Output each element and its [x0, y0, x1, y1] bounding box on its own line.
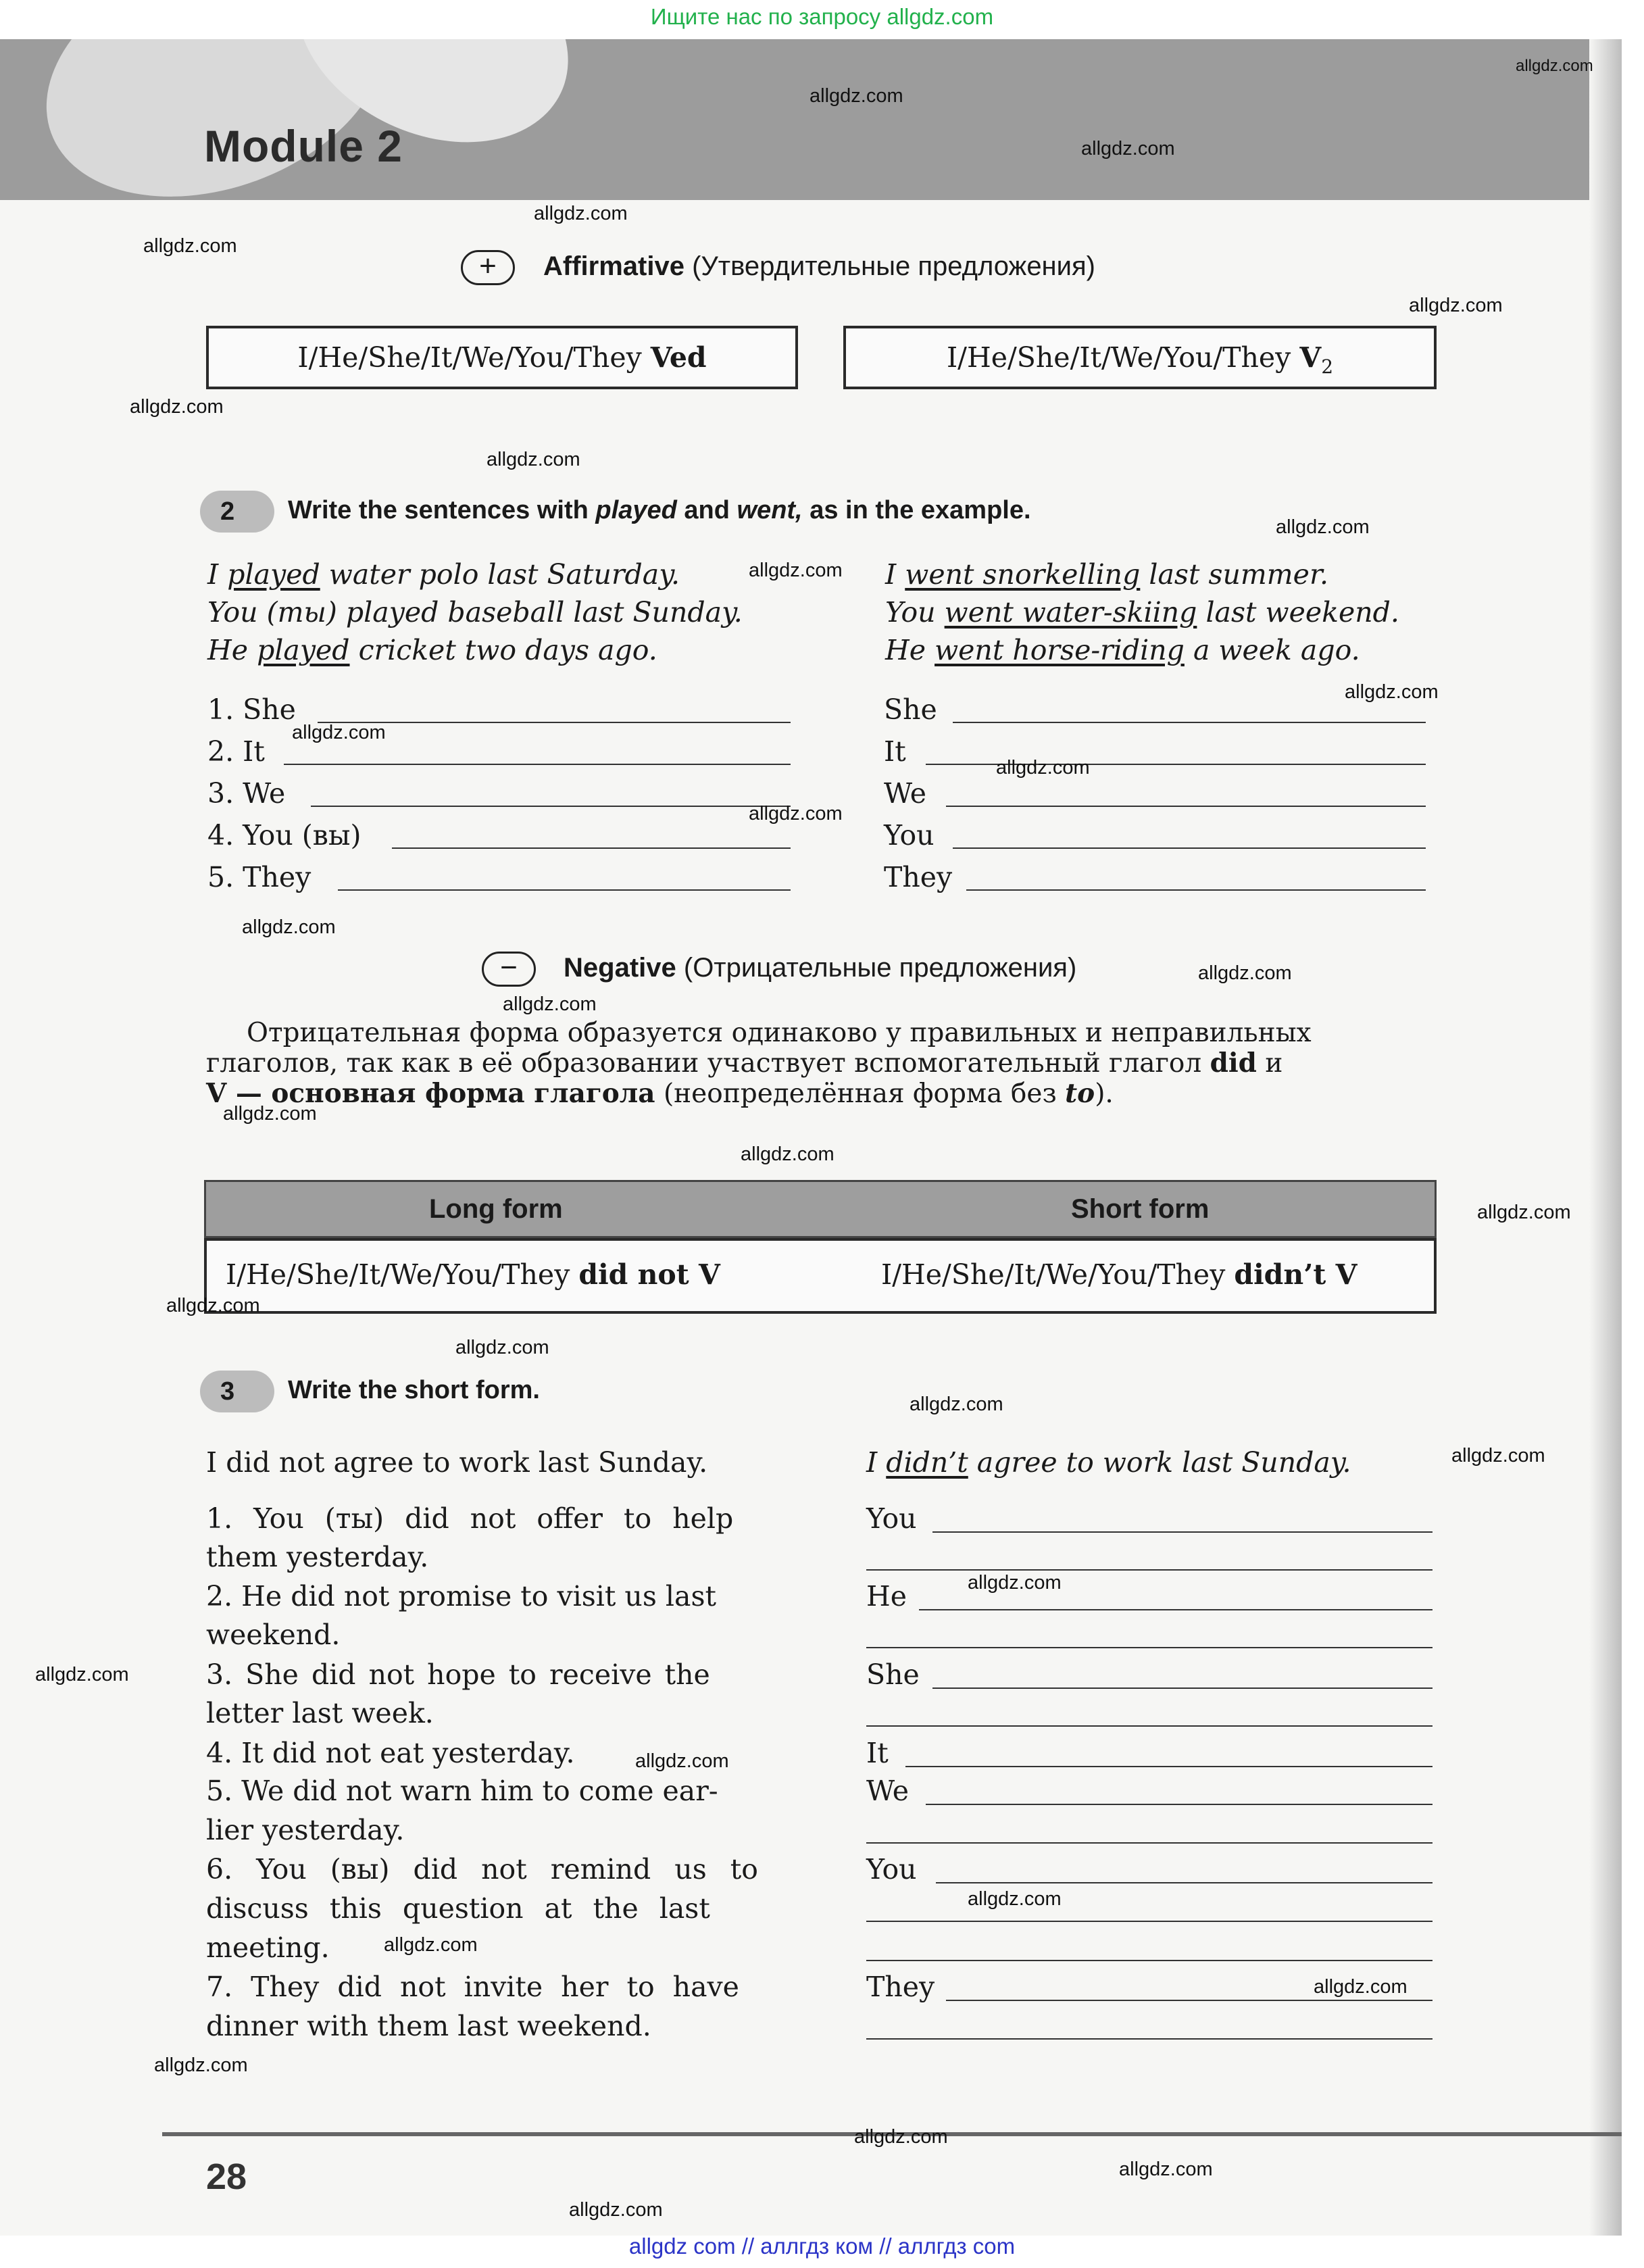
- example-line: [885, 596, 1399, 628]
- rule-bold: V — основная форма глагола: [206, 1078, 655, 1109]
- form-table-header: [204, 1180, 1437, 1238]
- ex-text: You: [885, 596, 945, 628]
- watermark: allgdz.com: [455, 1337, 549, 1358]
- answer-blank[interactable]: [284, 764, 791, 765]
- answer-item: 1. She: [207, 693, 296, 726]
- watermark: allgdz.com: [166, 1295, 260, 1316]
- example-answer: [866, 1446, 1351, 1479]
- box-subjects: I/He/She/It/We/You/They: [946, 341, 1291, 374]
- watermark: allgdz.com: [35, 1664, 129, 1685]
- rule-text: глаголов, так как в её образовании участвует вспомогательный глагол: [206, 1048, 1202, 1079]
- workbook-page: [0, 39, 1622, 2236]
- ex-text: last weekend.: [1197, 596, 1399, 628]
- example-line: [207, 558, 680, 591]
- ex-underlined: went snorkelling: [905, 558, 1141, 591]
- title-word: played: [595, 496, 677, 524]
- long-form-header: Long form: [429, 1194, 563, 1224]
- rule-text: и: [1265, 1048, 1283, 1079]
- answer-item: He: [866, 1580, 907, 1612]
- exercise-item: 3. She did not hope to receive the: [206, 1658, 710, 1691]
- example-line: [885, 558, 1328, 591]
- answer-blank[interactable]: [919, 1609, 1433, 1610]
- affirmative-label-ru: (Утвердительные предложения): [692, 251, 1095, 281]
- negative-label: Negative: [564, 953, 676, 983]
- watermark: allgdz.com: [1081, 138, 1175, 159]
- affirmative-irregular-box: [843, 326, 1437, 389]
- top-search-link[interactable]: Ищите нас по запросу allgdz.com: [650, 4, 994, 29]
- rule-line: [206, 1048, 1437, 1079]
- answer-blank[interactable]: [866, 1569, 1433, 1571]
- answer-item: 2. It: [207, 735, 265, 768]
- header-band: [0, 39, 1622, 200]
- watermark: allgdz.com: [487, 449, 580, 470]
- exercise-3-title: Write the short form.: [288, 1376, 540, 1404]
- rule-text: (неопределённая форма без: [663, 1079, 1057, 1109]
- watermark: allgdz.com: [1477, 1202, 1571, 1223]
- answer-item: You: [884, 819, 935, 852]
- title-text: as in the example.: [809, 496, 1031, 524]
- example-line: [885, 634, 1360, 666]
- watermark: allgdz.com: [968, 1888, 1062, 1910]
- short-form-cell: [881, 1258, 1357, 1291]
- answer-item: It: [866, 1737, 889, 1769]
- answer-blank[interactable]: [392, 847, 791, 849]
- box-verb-form: V: [1299, 341, 1322, 374]
- watermark: allgdz.com: [968, 1572, 1062, 1594]
- exercise-item: discuss this question at the last: [206, 1892, 710, 1925]
- cell-text: I/He/She/It/We/You/They: [881, 1258, 1226, 1291]
- exercise-item: 6. You (вы) did not remind us to: [206, 1853, 758, 1885]
- cell-bold: did not V: [578, 1258, 720, 1291]
- ex-text: agree to work last Sunday.: [968, 1446, 1351, 1479]
- answer-blank[interactable]: [866, 2038, 1433, 2040]
- answer-blank[interactable]: [953, 847, 1426, 849]
- watermark: allgdz.com: [635, 1750, 729, 1772]
- answer-blank[interactable]: [966, 889, 1426, 891]
- bottom-site-links[interactable]: allgdz com // аллгдз ком // аллгдз com: [628, 2234, 1016, 2259]
- ex-text: a week ago.: [1184, 634, 1360, 666]
- watermark: allgdz.com: [143, 235, 237, 257]
- affirmative-label: Affirmative: [543, 251, 684, 281]
- watermark: allgdz.com: [534, 203, 628, 224]
- answer-item: You: [866, 1502, 917, 1535]
- page-fold-shadow: [1589, 39, 1622, 2236]
- example-line: [207, 634, 657, 666]
- rule-line: [206, 1018, 1437, 1048]
- ex-text: last summer.: [1140, 558, 1329, 591]
- rule-text: Отрицательная форма образуется одинаково у правильных и неправильных: [247, 1018, 1312, 1048]
- negative-label-ru: (Отрицательные предложения): [683, 953, 1077, 983]
- form-table-row: [204, 1238, 1437, 1314]
- answer-item: It: [884, 735, 906, 768]
- exercise-item: meeting.: [206, 1931, 330, 1964]
- ex-underlined: went horse-riding: [935, 634, 1185, 666]
- answer-blank[interactable]: [926, 1804, 1433, 1805]
- watermark: allgdz.com: [242, 916, 336, 938]
- exercise-2-badge: 2: [200, 491, 274, 533]
- ex-text: I: [207, 558, 228, 591]
- watermark: allgdz.com: [569, 2199, 663, 2221]
- watermark: allgdz.com: [1314, 1976, 1408, 1998]
- watermark: allgdz.com: [130, 396, 224, 418]
- exercise-item: 1. You (ты) did not offer to help: [206, 1502, 734, 1535]
- title-text: Write the sentences with: [288, 496, 589, 524]
- watermark: allgdz.com: [292, 722, 386, 743]
- watermark: allgdz.com: [749, 803, 843, 824]
- watermark: allgdz.com: [223, 1103, 317, 1125]
- box-verb-subscript: 2: [1321, 355, 1334, 378]
- rule-italic: to: [1065, 1078, 1095, 1109]
- rule-line: [206, 1079, 1437, 1109]
- watermark: allgdz.com: [1409, 295, 1503, 316]
- ex-text: He: [207, 634, 257, 666]
- ex-underlined: played: [257, 634, 350, 666]
- module-title: Module 2: [204, 121, 403, 171]
- ex-text: I: [866, 1446, 887, 1479]
- example-line: [207, 596, 743, 628]
- answer-blank[interactable]: [905, 1766, 1433, 1767]
- ex-underlined: played: [227, 558, 320, 591]
- cell-text: I/He/She/It/We/You/They: [226, 1258, 570, 1291]
- top-banner: [0, 0, 1644, 39]
- plus-icon: +: [461, 250, 515, 285]
- rule-bold: did: [1210, 1047, 1257, 1079]
- answer-blank[interactable]: [866, 1842, 1433, 1844]
- negative-heading: [564, 953, 1076, 983]
- exercise-item: dinner with them last weekend.: [206, 2010, 651, 2042]
- watermark: allgdz.com: [1516, 57, 1593, 75]
- exercise-item: 2. He did not promise to visit us last: [206, 1580, 716, 1612]
- answer-blank[interactable]: [311, 806, 791, 807]
- ex-text: I: [885, 558, 905, 591]
- watermark: allgdz.com: [1198, 962, 1292, 984]
- answer-blank[interactable]: [946, 2000, 1433, 2001]
- exercise-item: 7. They did not invite her to have: [206, 1971, 739, 2003]
- ex-underlined: didn’t: [886, 1446, 968, 1479]
- affirmative-regular-box: [206, 326, 798, 389]
- watermark: allgdz.com: [741, 1143, 835, 1165]
- watermark: allgdz.com: [809, 85, 903, 107]
- answer-blank[interactable]: [936, 1882, 1433, 1883]
- answer-item: They: [866, 1971, 935, 2003]
- answer-item: We: [884, 777, 927, 810]
- exercise-item: them yesterday.: [206, 1541, 429, 1573]
- answer-blank[interactable]: [866, 1921, 1433, 1922]
- answer-item: They: [884, 861, 953, 893]
- exercise-item: 4. It did not eat yesterday.: [206, 1737, 575, 1769]
- watermark: allgdz.com: [749, 560, 843, 581]
- answer-blank[interactable]: [338, 889, 791, 891]
- exercise-item: letter last week.: [206, 1697, 434, 1729]
- answer-item: We: [866, 1775, 910, 1807]
- long-form-cell: [226, 1258, 720, 1291]
- exercise-3-badge: 3: [200, 1371, 274, 1412]
- answer-item: You: [866, 1853, 917, 1885]
- negative-rule-text: [206, 1018, 1437, 1109]
- answer-item: 3. We: [207, 777, 286, 810]
- title-word: went,: [737, 496, 803, 524]
- watermark: allgdz.com: [384, 1934, 478, 1956]
- watermark: allgdz.com: [1345, 681, 1439, 703]
- watermark: allgdz.com: [1119, 2159, 1213, 2180]
- cell-bold: didn’t V: [1234, 1258, 1357, 1291]
- exercise-item: lier yesterday.: [206, 1814, 405, 1846]
- watermark: allgdz.com: [854, 2126, 948, 2148]
- example-sentence: I did not agree to work last Sunday.: [206, 1446, 708, 1479]
- short-form-header: Short form: [1071, 1194, 1210, 1224]
- watermark: allgdz.com: [154, 2054, 248, 2076]
- watermark: allgdz.com: [503, 993, 597, 1015]
- answer-blank[interactable]: [866, 1960, 1433, 1961]
- box-verb-form: Ved: [650, 341, 707, 374]
- affirmative-heading: [543, 251, 1095, 282]
- page-number: 28: [206, 2156, 247, 2197]
- answer-blank[interactable]: [946, 806, 1426, 807]
- answer-blank[interactable]: [866, 1647, 1433, 1648]
- ex-text: He: [885, 634, 935, 666]
- ex-text: cricket two days ago.: [349, 634, 657, 666]
- rule-text: ).: [1095, 1079, 1114, 1109]
- answer-item: 4. You (вы): [207, 819, 362, 852]
- ex-underlined: went water-skiing: [944, 596, 1197, 628]
- answer-blank[interactable]: [953, 722, 1426, 723]
- exercise-item: 5. We did not warn him to come ear-: [206, 1775, 718, 1807]
- answer-item: She: [884, 693, 937, 726]
- answer-blank[interactable]: [932, 1687, 1433, 1689]
- watermark: allgdz.com: [996, 757, 1090, 779]
- answer-item: She: [866, 1658, 920, 1691]
- answer-item: 5. They: [207, 861, 312, 893]
- watermark: allgdz.com: [1451, 1445, 1545, 1466]
- answer-blank[interactable]: [866, 1725, 1433, 1727]
- exercise-item: weekend.: [206, 1619, 341, 1651]
- box-subjects: I/He/She/It/We/You/They: [297, 341, 642, 374]
- watermark: allgdz.com: [910, 1394, 1003, 1415]
- watermark: allgdz.com: [1276, 516, 1370, 538]
- minus-icon: −: [482, 952, 536, 987]
- ex-text: You (ты) played baseball last Sunday.: [207, 596, 743, 628]
- title-text: and: [684, 496, 730, 524]
- answer-blank[interactable]: [318, 722, 791, 723]
- exercise-2-title: [288, 496, 1031, 525]
- ex-text: water polo last Saturday.: [320, 558, 680, 591]
- answer-blank[interactable]: [932, 1531, 1433, 1533]
